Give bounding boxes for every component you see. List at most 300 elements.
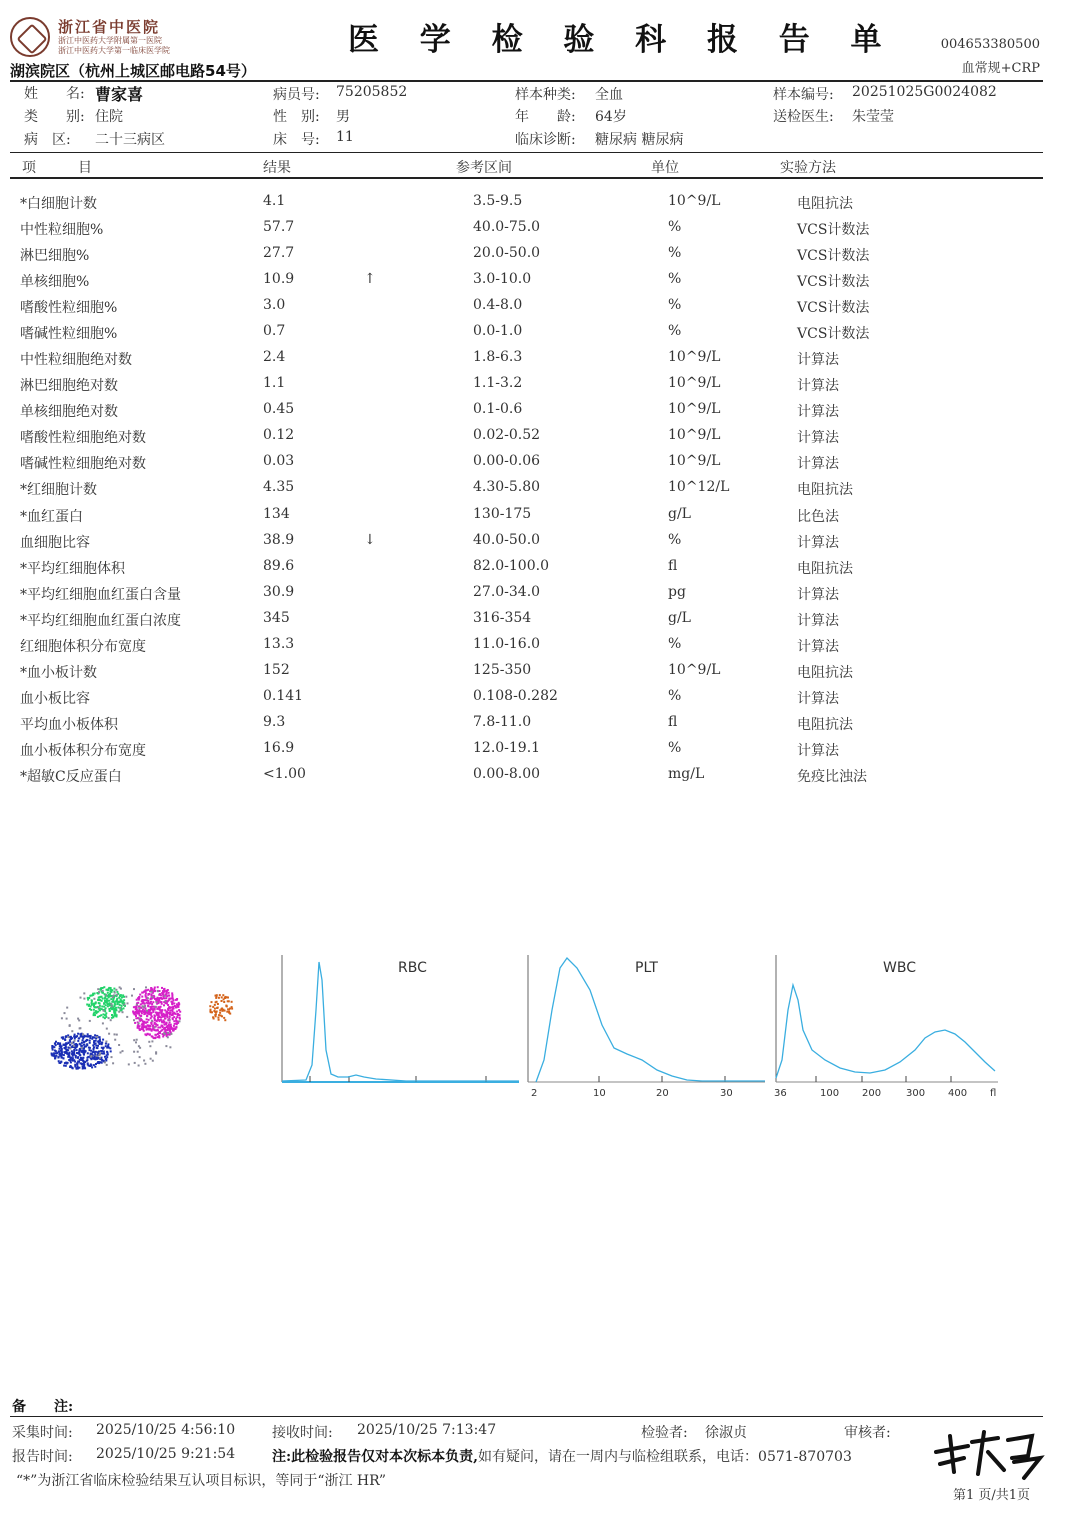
item-name: *平均红细胞血红蛋白含量 bbox=[20, 587, 181, 603]
unit: % bbox=[668, 636, 682, 652]
scatter-point bbox=[145, 1007, 147, 1009]
scatter-point bbox=[76, 1052, 78, 1054]
scatter-point bbox=[123, 996, 125, 998]
scatter-point bbox=[103, 1052, 105, 1054]
scatter-point bbox=[219, 994, 221, 996]
scatter-point bbox=[133, 1039, 135, 1041]
scatter-point bbox=[117, 1003, 119, 1005]
scatter-point bbox=[161, 987, 163, 989]
scatter-point bbox=[101, 1008, 103, 1010]
scatter-point bbox=[109, 1047, 111, 1049]
scatter-point bbox=[176, 1011, 178, 1013]
scatter-point bbox=[163, 1028, 165, 1030]
reference-range: 0.00-8.00 bbox=[473, 766, 541, 782]
scatter-point bbox=[102, 1039, 104, 1041]
abnormal-flag: ↓ bbox=[364, 532, 376, 548]
scatter-point bbox=[210, 1011, 212, 1013]
scatter-point bbox=[121, 1005, 123, 1007]
unit: 10^9/L bbox=[668, 662, 721, 678]
scatter-point bbox=[137, 1051, 139, 1053]
wbc-tick: fl bbox=[990, 1088, 997, 1099]
scatter-point bbox=[90, 1006, 92, 1008]
scatter-point bbox=[165, 993, 167, 995]
scatter-point bbox=[74, 1034, 76, 1036]
scatter-point bbox=[79, 1054, 81, 1056]
method: 计算法 bbox=[797, 535, 839, 551]
scatter-point bbox=[123, 1004, 125, 1006]
scatter-point bbox=[83, 1048, 85, 1050]
scatter-point bbox=[173, 1016, 175, 1018]
scatter-point bbox=[163, 1032, 165, 1034]
scatter-point bbox=[105, 1043, 107, 1045]
category: 住院 bbox=[95, 109, 123, 125]
unit: mg/L bbox=[668, 766, 705, 782]
scatter-point bbox=[152, 1001, 154, 1003]
scatter-point bbox=[101, 1006, 103, 1008]
scatter-point bbox=[54, 1050, 56, 1052]
record-number: 75205852 bbox=[336, 84, 408, 100]
receive-label: 接收时间: bbox=[272, 1425, 333, 1441]
scatter-point bbox=[60, 1047, 62, 1049]
scatter-point bbox=[89, 1049, 91, 1051]
scatter-point bbox=[110, 1019, 112, 1021]
scatter-point bbox=[157, 990, 159, 992]
scatter-point bbox=[74, 1036, 76, 1038]
scatter-point bbox=[154, 987, 156, 989]
scatter-point bbox=[179, 1017, 181, 1019]
scatter-point bbox=[169, 1016, 171, 1018]
scatter-point bbox=[216, 994, 218, 996]
scatter-point bbox=[151, 1003, 153, 1005]
scatter-point bbox=[114, 1004, 116, 1006]
scatter-point bbox=[51, 1047, 53, 1049]
scatter-point bbox=[64, 1012, 66, 1014]
scatter-point bbox=[71, 1030, 73, 1032]
scatter-point bbox=[151, 1016, 153, 1018]
scatter-point bbox=[66, 1007, 68, 1009]
scatter-point bbox=[167, 1004, 169, 1006]
scatter-point bbox=[136, 999, 138, 1001]
name-label: 姓 名: bbox=[24, 86, 85, 102]
ward-label: 病 区: bbox=[24, 132, 71, 148]
rbc-title: RBC bbox=[398, 960, 427, 976]
scatter-point bbox=[76, 1068, 78, 1070]
unit: 10^9/L bbox=[668, 453, 721, 469]
reference-range: 125-350 bbox=[473, 662, 532, 678]
scatter-point bbox=[223, 998, 225, 1000]
scatter-point bbox=[150, 1014, 152, 1016]
scatter-point bbox=[167, 1025, 169, 1027]
wbc-tick: 400 bbox=[948, 1088, 968, 1099]
wbc-tick: 36 bbox=[774, 1088, 787, 1099]
method: 计算法 bbox=[797, 691, 839, 707]
result-value: 16.9 bbox=[263, 740, 295, 756]
plt-tick: 30 bbox=[720, 1088, 733, 1099]
scatter-point bbox=[74, 1037, 76, 1039]
result-value: 1.1 bbox=[263, 375, 286, 391]
scatter-point bbox=[221, 996, 223, 998]
result-value: 10.9 bbox=[263, 271, 295, 287]
scatter-point bbox=[169, 1012, 171, 1014]
scatter-point bbox=[62, 1036, 64, 1038]
scatter-point bbox=[132, 1011, 134, 1013]
scatter-point bbox=[97, 988, 99, 990]
scatter-point bbox=[96, 1055, 98, 1057]
bed-label: 床 号: bbox=[273, 132, 320, 148]
scatter-point bbox=[82, 1039, 84, 1041]
result-value: 0.03 bbox=[263, 453, 295, 469]
scatter-point bbox=[111, 1056, 113, 1058]
hospital-subtitle-1: 浙江中医药大学附属第一医院 bbox=[58, 36, 162, 45]
scatter-point bbox=[123, 999, 125, 1001]
scatter-point bbox=[52, 1054, 54, 1056]
scatter-point bbox=[84, 1050, 86, 1052]
scatter-point bbox=[156, 1020, 158, 1022]
scatter-point bbox=[134, 1022, 136, 1024]
scatter-point bbox=[76, 1049, 78, 1051]
reviewer-signature bbox=[928, 1422, 1046, 1486]
scatter-point bbox=[110, 1003, 112, 1005]
item-name: 嗜碱性粒细胞绝对数 bbox=[20, 456, 146, 472]
scatter-point bbox=[110, 998, 112, 1000]
scatter-point bbox=[138, 1065, 140, 1067]
scatter-point bbox=[135, 1041, 137, 1043]
scatter-point bbox=[172, 998, 174, 1000]
scatter-point bbox=[162, 992, 164, 994]
scatter-point bbox=[167, 989, 169, 991]
scatter-point bbox=[83, 1063, 85, 1065]
scatter-point bbox=[170, 1024, 172, 1026]
scatter-point bbox=[115, 1007, 117, 1009]
scatter-point bbox=[93, 1046, 95, 1048]
scatter-point bbox=[72, 1067, 74, 1069]
scatter-point bbox=[51, 1053, 53, 1055]
sample-type-label: 样本种类: bbox=[515, 87, 576, 103]
scatter-point bbox=[137, 1012, 139, 1014]
scatter-point bbox=[79, 1043, 81, 1045]
result-value: 2.4 bbox=[263, 349, 286, 365]
scatter-point bbox=[73, 1052, 75, 1054]
wbc-histogram bbox=[770, 950, 1010, 1100]
scatter-point bbox=[157, 1006, 159, 1008]
item-name: *血红蛋白 bbox=[20, 509, 83, 525]
patient-name: 曹家喜 bbox=[95, 85, 144, 104]
scatter-point bbox=[90, 1009, 92, 1011]
scatter-point bbox=[166, 1013, 168, 1015]
scatter-point bbox=[169, 1021, 171, 1023]
scatter-point bbox=[167, 1032, 169, 1034]
scatter-point bbox=[172, 1014, 174, 1016]
scatter-point bbox=[142, 1005, 144, 1007]
scatter-point bbox=[83, 992, 85, 994]
scatter-point bbox=[61, 1057, 63, 1059]
scatter-point bbox=[154, 1009, 156, 1011]
scatter-point bbox=[86, 1039, 88, 1041]
scatter-point bbox=[102, 990, 104, 992]
scatter-point bbox=[148, 1013, 150, 1015]
scatter-point bbox=[77, 1057, 79, 1059]
item-name: *平均红细胞体积 bbox=[20, 561, 125, 577]
scatter-point bbox=[96, 1036, 98, 1038]
scatter-point bbox=[55, 1055, 57, 1057]
method: 计算法 bbox=[797, 430, 839, 446]
scatter-point bbox=[118, 1011, 120, 1013]
scatter-point bbox=[217, 1017, 219, 1019]
scatter-point bbox=[144, 1005, 146, 1007]
scatter-point bbox=[67, 1042, 69, 1044]
scatter-point bbox=[161, 1014, 163, 1016]
scatter-point bbox=[59, 1043, 61, 1045]
scatter-point bbox=[151, 1020, 153, 1022]
item-name: *超敏C反应蛋白 bbox=[20, 769, 122, 785]
item-name: 红细胞体积分布宽度 bbox=[20, 639, 146, 655]
scatter-point bbox=[109, 1010, 111, 1012]
disclaimer bbox=[272, 1446, 852, 1466]
scatter-point bbox=[227, 1000, 229, 1002]
scatter-point bbox=[99, 1036, 101, 1038]
reference-range: 1.1-3.2 bbox=[473, 375, 523, 391]
scatter-point bbox=[89, 1047, 91, 1049]
col-item: 项 目 bbox=[22, 160, 92, 176]
scatter-point bbox=[177, 1014, 179, 1016]
scatter-point bbox=[222, 1010, 224, 1012]
scatter-point bbox=[93, 1043, 95, 1045]
scatter-point bbox=[218, 997, 220, 999]
collect-time: 2025/10/25 4:56:10 bbox=[96, 1422, 236, 1438]
scatter-point bbox=[91, 1066, 93, 1068]
scatter-point bbox=[67, 1049, 69, 1051]
report-time: 2025/10/25 9:21:54 bbox=[96, 1446, 236, 1462]
method: VCS计数法 bbox=[797, 274, 870, 290]
scatter-point bbox=[165, 997, 167, 999]
scatter-point bbox=[107, 1045, 109, 1047]
tester-label: 检验者: bbox=[641, 1425, 688, 1441]
method: 电阻抗法 bbox=[797, 482, 853, 498]
scatter-point bbox=[71, 1053, 73, 1055]
scatter-point bbox=[214, 1004, 216, 1006]
scatter-point bbox=[166, 1022, 168, 1024]
scatter-point bbox=[175, 1022, 177, 1024]
method: 计算法 bbox=[797, 404, 839, 420]
scatter-point bbox=[133, 1051, 135, 1053]
scatter-point bbox=[98, 991, 100, 993]
scatter-point bbox=[105, 1058, 107, 1060]
scatter-point bbox=[86, 1043, 88, 1045]
disclaimer-rest: 如有疑问，请在一周内与临检组联系，电话：0571-870703 bbox=[478, 1449, 852, 1465]
scatter-point bbox=[105, 1007, 107, 1009]
scatter-point bbox=[93, 1004, 95, 1006]
scatter-point bbox=[105, 994, 107, 996]
scatter-point bbox=[88, 1004, 90, 1006]
scatter-point bbox=[77, 1018, 79, 1020]
scatter-point bbox=[149, 1009, 151, 1011]
scatter-point bbox=[90, 1053, 92, 1055]
scatter-point bbox=[169, 1014, 171, 1016]
scatter-point bbox=[110, 991, 112, 993]
scatter-point bbox=[66, 1052, 68, 1054]
scatter-point bbox=[222, 994, 224, 996]
scatter-point bbox=[179, 1014, 181, 1016]
scatter-point bbox=[58, 1052, 60, 1054]
scatter-point bbox=[126, 1016, 128, 1018]
scatter-point bbox=[86, 1057, 88, 1059]
scatter-point bbox=[64, 1038, 66, 1040]
reference-range: 7.8-11.0 bbox=[473, 714, 532, 730]
scatter-point bbox=[77, 1061, 79, 1063]
plt-histogram bbox=[522, 950, 772, 1100]
scatter-point bbox=[110, 989, 112, 991]
scatter-point bbox=[163, 1004, 165, 1006]
scatter-point bbox=[60, 1061, 62, 1063]
scatter-point bbox=[146, 1010, 148, 1012]
reference-range: 3.0-10.0 bbox=[473, 271, 532, 287]
scatter-point bbox=[73, 1059, 75, 1061]
reference-range: 3.5-9.5 bbox=[473, 193, 523, 209]
scatter-point bbox=[93, 998, 95, 1000]
item-name: 单核细胞绝对数 bbox=[20, 404, 118, 420]
scatter-point bbox=[107, 1052, 109, 1054]
scatter-point bbox=[99, 996, 101, 998]
scatter-point bbox=[155, 1037, 157, 1039]
scatter-point bbox=[145, 999, 147, 1001]
reference-range: 316-354 bbox=[473, 610, 532, 626]
scatter-point bbox=[114, 1013, 116, 1015]
sex-label: 性 别: bbox=[273, 109, 320, 125]
method: 计算法 bbox=[797, 743, 839, 759]
scatter-point bbox=[172, 1010, 174, 1012]
scatter-point bbox=[142, 1025, 144, 1027]
scatter-point bbox=[116, 998, 118, 1000]
scatter-point bbox=[108, 1033, 110, 1035]
scatter-point bbox=[229, 1008, 231, 1010]
method: 计算法 bbox=[797, 587, 839, 603]
method: 计算法 bbox=[797, 456, 839, 472]
unit: g/L bbox=[668, 506, 691, 522]
scatter-point bbox=[78, 1019, 80, 1021]
scatter-point bbox=[157, 986, 159, 988]
reference-range: 1.8-6.3 bbox=[473, 349, 523, 365]
hospital-subtitle-2: 浙江中医药大学第一临床医学院 bbox=[58, 46, 170, 55]
scatter-point bbox=[99, 988, 101, 990]
scatter-point bbox=[118, 1044, 120, 1046]
scatter-point bbox=[93, 1014, 95, 1016]
divider bbox=[10, 1416, 1043, 1417]
result-value: 57.7 bbox=[263, 219, 295, 235]
scatter-point bbox=[111, 1005, 113, 1007]
scatter-point bbox=[138, 1027, 140, 1029]
result-value: 0.45 bbox=[263, 401, 295, 417]
scatter-point bbox=[83, 1067, 85, 1069]
scatter-point bbox=[157, 1024, 159, 1026]
scatter-point bbox=[149, 1002, 151, 1004]
unit: 10^12/L bbox=[668, 479, 730, 495]
unit: 10^9/L bbox=[668, 427, 721, 443]
scatter-point bbox=[159, 1031, 161, 1033]
scatter-point bbox=[128, 1063, 130, 1065]
scatter-point bbox=[112, 1062, 114, 1064]
scatter-point bbox=[99, 1003, 101, 1005]
scatter-point bbox=[73, 1045, 75, 1047]
scatter-point bbox=[69, 1025, 71, 1027]
scatter-point bbox=[141, 1027, 143, 1029]
scatter-point bbox=[154, 990, 156, 992]
scatter-point bbox=[105, 1045, 107, 1047]
scatter-point bbox=[87, 1036, 89, 1038]
scatter-point bbox=[58, 1050, 60, 1052]
scatter-point bbox=[103, 1050, 105, 1052]
reference-range: 27.0-34.0 bbox=[473, 584, 541, 600]
scatter-point bbox=[71, 1042, 73, 1044]
scatter-point bbox=[155, 1051, 157, 1053]
scatter-point bbox=[176, 998, 178, 1000]
scatter-point bbox=[112, 996, 114, 998]
unit: % bbox=[668, 219, 682, 235]
doctor: 朱莹莹 bbox=[852, 109, 894, 125]
item-name: 嗜酸性粒细胞% bbox=[20, 300, 118, 316]
scatter-point bbox=[84, 1041, 86, 1043]
scatter-point bbox=[157, 1027, 159, 1029]
scatter-point bbox=[170, 1001, 172, 1003]
scatter-point bbox=[106, 1002, 108, 1004]
method: 电阻抗法 bbox=[797, 561, 853, 577]
scatter-point bbox=[71, 1050, 73, 1052]
item-name: 中性粒细胞% bbox=[20, 222, 104, 238]
reviewer-label: 审核者: bbox=[844, 1425, 891, 1441]
test-name: 血常规+CRP bbox=[961, 61, 1040, 76]
scatter-point bbox=[215, 1011, 217, 1013]
scatter-point bbox=[149, 1045, 151, 1047]
scatter-point bbox=[115, 989, 117, 991]
scatter-point bbox=[57, 1057, 59, 1059]
scatter-point bbox=[145, 986, 147, 988]
scatter-point bbox=[106, 1056, 108, 1058]
scatter-point bbox=[100, 1014, 102, 1016]
result-value: 3.0 bbox=[263, 297, 286, 313]
unit: % bbox=[668, 532, 682, 548]
scatter-point bbox=[168, 1007, 170, 1009]
scatter-point bbox=[103, 1010, 105, 1012]
scatter-point bbox=[145, 990, 147, 992]
scatter-point bbox=[131, 995, 133, 997]
scatter-point bbox=[218, 1014, 220, 1016]
scatter-point bbox=[178, 1009, 180, 1011]
scatter-point bbox=[151, 994, 153, 996]
ward: 二十三病区 bbox=[95, 132, 165, 148]
scatter-point bbox=[175, 1018, 177, 1020]
scatter-point bbox=[224, 1019, 226, 1021]
scatter-point bbox=[175, 1026, 177, 1028]
method: VCS计数法 bbox=[797, 300, 870, 316]
tester-name: 徐淑贞 bbox=[705, 1425, 747, 1441]
scatter-point bbox=[78, 1067, 80, 1069]
scatter-point bbox=[98, 997, 100, 999]
scatter-point bbox=[93, 1009, 95, 1011]
scatter-point bbox=[116, 994, 118, 996]
scatter-point bbox=[127, 1002, 129, 1004]
scatter-point bbox=[146, 999, 148, 1001]
reference-range: 0.02-0.52 bbox=[473, 427, 541, 443]
scatter-point bbox=[217, 1003, 219, 1005]
plt-tick: 10 bbox=[593, 1088, 606, 1099]
item-name: *红细胞计数 bbox=[20, 482, 97, 498]
scatter-point bbox=[175, 1007, 177, 1009]
scatter-point bbox=[71, 1059, 73, 1061]
scatter-point bbox=[226, 1011, 228, 1013]
scatter-point bbox=[172, 1028, 174, 1030]
scatter-point bbox=[96, 1011, 98, 1013]
scatter-point bbox=[67, 1034, 69, 1036]
scatter-point bbox=[215, 997, 217, 999]
